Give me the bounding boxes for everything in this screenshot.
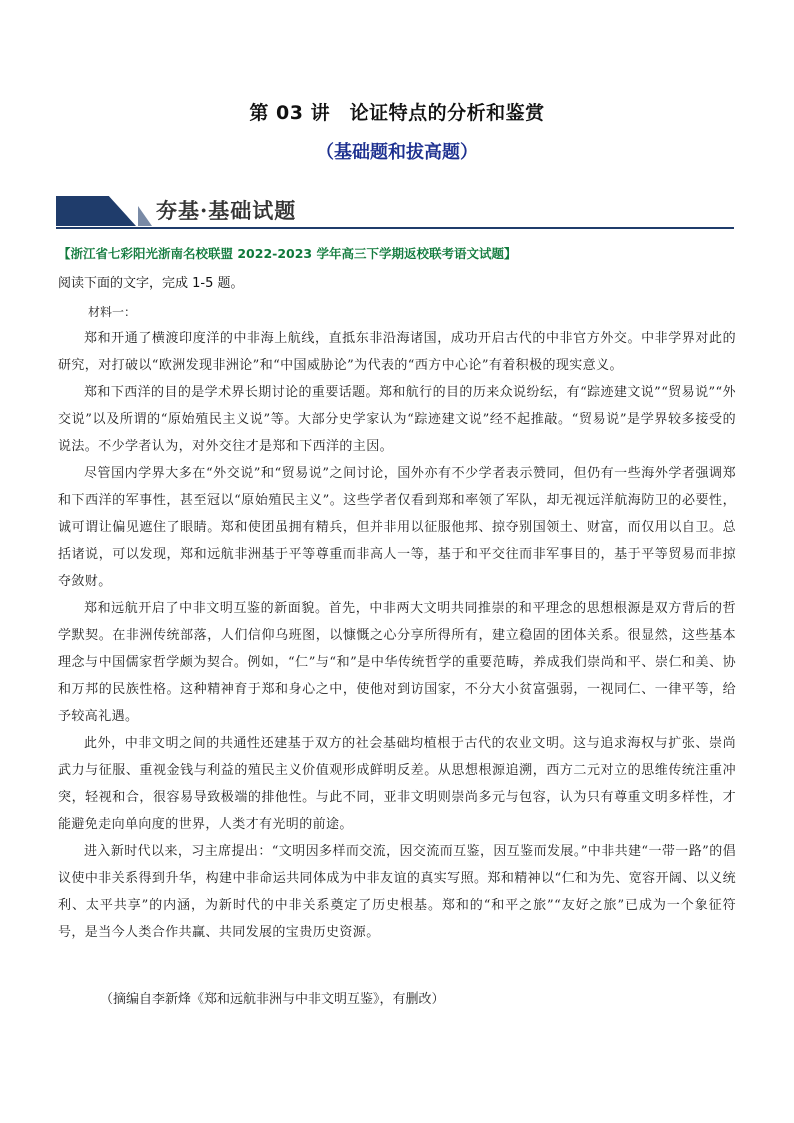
banner-underline bbox=[56, 227, 734, 229]
banner-accent-shape bbox=[138, 206, 152, 226]
section-banner bbox=[56, 196, 734, 230]
material-label: 材料一： bbox=[88, 305, 137, 319]
banner-bar-shape bbox=[56, 196, 136, 226]
paragraph: 郑和开通了横渡印度洋的中非海上航线，直抵东非沿海诸国，成功开启古代的中非官方外交。中非学界对此的研究，对打破以“欧洲发现非洲论”和“中国威胁论”为代表的“西方中心论”有着积极的现实意义。 bbox=[58, 331, 736, 373]
page-title: 第 03 讲 论证特点的分析和鉴赏 bbox=[249, 102, 545, 124]
paragraph: 进入新时代以来，习主席提出：“文明因多样而交流，因交流而互鉴，因互鉴而发展。”中非共建“一带一路”的倡议使中非关系得到升华，构建中非命运共同体成为中非友谊的真实写照。郑和精神以“仁和为先、宽容开阔、以义统利、太平共享”的内涵，为新时代的中非关系奠定了历史根基。郑和的“和平之旅”“友好之旅”已成为一个象征符号，是当今人类合作共赢、共同发展的宝贵历史资源。 bbox=[58, 844, 736, 940]
page-subtitle: （基础题和拔高题） bbox=[316, 142, 478, 163]
article-citation: （摘编自李新烽《郑和远航非洲与中非文明互鉴》，有删改） bbox=[100, 992, 445, 1007]
article-body bbox=[58, 325, 736, 946]
paragraph: 此外，中非文明之间的共通性还建基于双方的社会基础均植根于古代的农业文明。这与追求海权与扩张、崇尚武力与征服、重视金钱与利益的殖民主义价值观形成鲜明反差。从思想根源追溯，西方二元对立的思维传统注重冲突，轻视和合，很容易导致极端的排他性。与此不同，亚非文明则崇尚多元与包容，认为只有尊重文明多样性，才能避免走向单向度的世界，人类才有光明的前途。 bbox=[58, 736, 736, 832]
section-title: 夯基·基础试题 bbox=[156, 198, 297, 223]
paragraph: 郑和下西洋的目的是学术界长期讨论的重要话题。郑和航行的目的历来众说纷纭，有“踪迹建文说”“贸易说”“外交说”以及所谓的“原始殖民主义说”等。大部分史学家认为“踪迹建文说”经不起推敲。“贸易说”是学界较多接受的说法。不少学者认为，对外交往才是郑和下西洋的主因。 bbox=[58, 385, 736, 454]
reading-instruction: 阅读下面的文字，完成 1-5 题。 bbox=[58, 276, 244, 291]
paragraph: 郑和远航开启了中非文明互鉴的新面貌。首先，中非两大文明共同推崇的和平理念的思想根源是双方背后的哲学默契。在非洲传统部落，人们信仰乌班图，以慷慨之心分享所得所有，建立稳固的团体关系。很显然，这些基本理念与中国儒家哲学颇为契合。例如，“仁”与“和”是中华传统哲学的重要范畴，养成我们崇尚和平、崇仁和美、协和万邦的民族性格。这种精神育于郑和身心之中，使他对到访国家，不分大小贫富强弱，一视同仁、一律平等，给予较高礼遇。 bbox=[58, 601, 736, 724]
exam-source: 【浙江省七彩阳光浙南名校联盟 2022-2023 学年高三下学期返校联考语文试题】 bbox=[58, 246, 517, 261]
paragraph: 尽管国内学界大多在“外交说”和“贸易说”之间讨论，国外亦有不少学者表示赞同，但仍有一些海外学者强调郑和下西洋的军事性，甚至冠以“原始殖民主义”。这些学者仅看到郑和率领了军队，却无视远洋航海防卫的必要性，诚可谓让偏见遮住了眼睛。郑和使团虽拥有精兵，但并非用以征服他邦、掠夺别国领土、财富，而仅用以自卫。总括诸说，可以发现，郑和远航非洲基于平等尊重而非高人一等，基于和平交往而非军事目的，基于平等贸易而非掠夺敛财。 bbox=[58, 466, 736, 589]
